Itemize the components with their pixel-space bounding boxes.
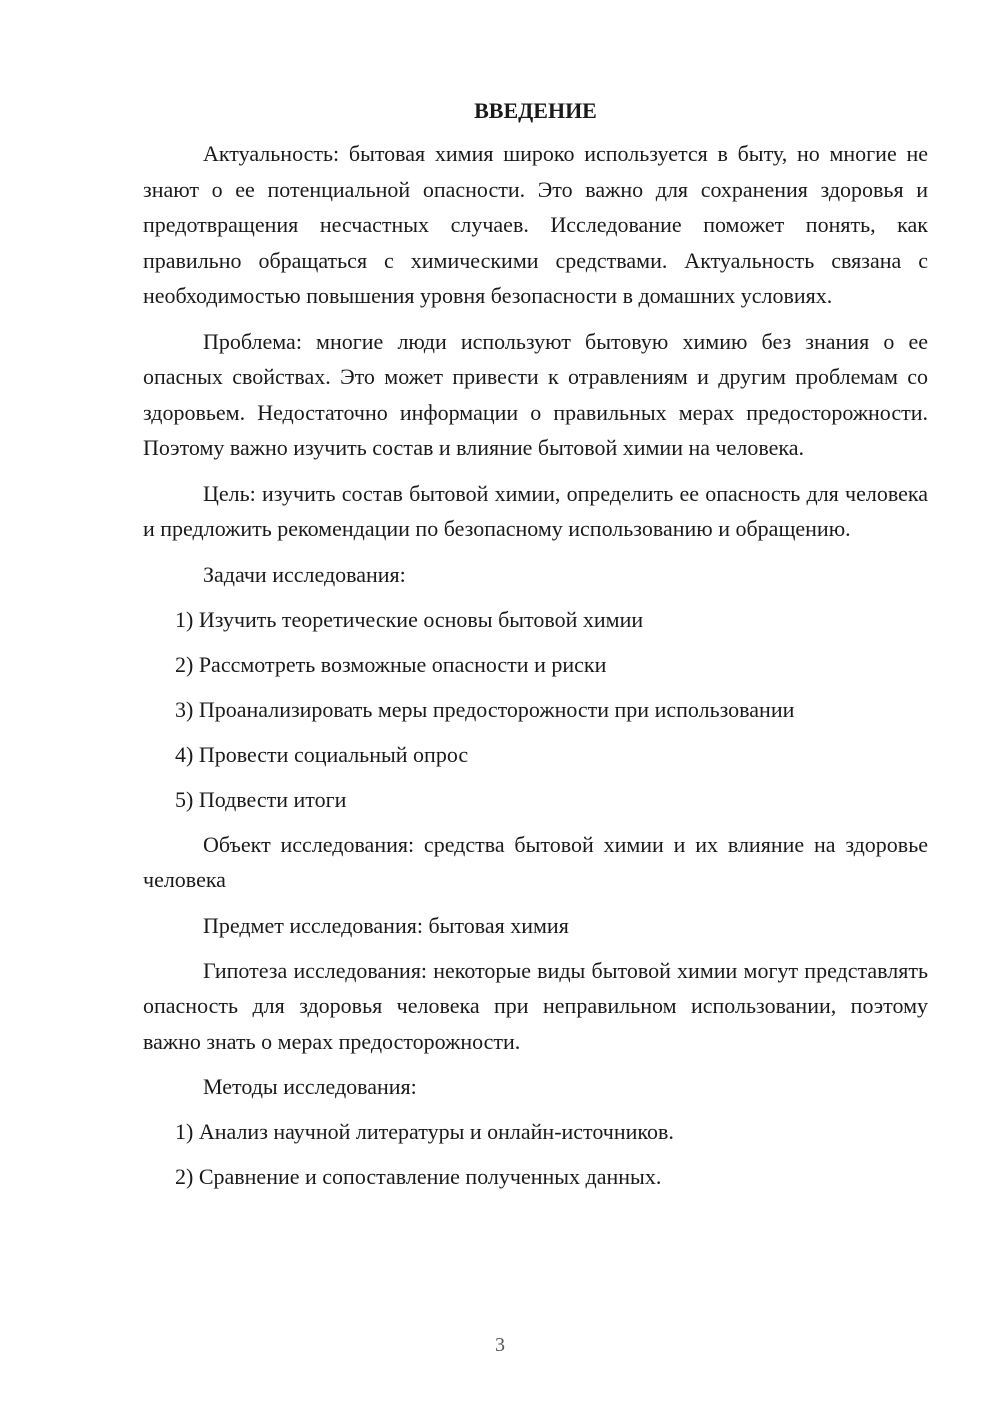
method-item: 2) Сравнение и сопоставление полученных данных. <box>175 1164 662 1189</box>
document-page <box>143 96 928 1204</box>
task-item: 2) Рассмотреть возможные опасности и риски <box>175 651 607 677</box>
subject-paragraph: Предмет исследования: бытовая химия <box>203 912 569 938</box>
problem-paragraph: Проблема: многие люди используют бытовую химию без знания о ее опасных свойствах. Это может привести к отравлениям и другим проблемам со здоровьем. Недостаточно информации о правильных мерах предосторожности. Поэтому важно изучить состав и влияние бытовой химии на человека. <box>143 328 928 460</box>
object-paragraph: Объект исследования: средства бытовой химии и их влияние на здоровье человека <box>143 831 928 892</box>
relevance-paragraph: Актуальность: бытовая химия широко используется в быту, но многие не знают о ее потенциальной опасности. Это важно для сохранения здоровья и предотвращения несчастных случаев. Исследование поможет понять, как правильно обращаться с химическими средствами. Актуальность связана с необходимостью повышения уровня безопасности в домашних условиях. <box>143 141 928 308</box>
tasks-heading: Задачи исследования: <box>203 561 406 587</box>
task-item: 4) Провести социальный опрос <box>175 741 469 767</box>
hypothesis-paragraph: Гипотеза исследования: некоторые виды бытовой химии могут представлять опасность для здоровья человека при неправильном использовании, поэтому важно знать о мерах предосторожности. <box>143 957 928 1054</box>
goal-paragraph: Цель: изучить состав бытовой химии, определить ее опасность для человека и предложить рекомендации по безопасному использованию и обращению. <box>143 480 928 541</box>
task-item: 5) Подвести итоги <box>175 786 347 812</box>
section-title: ВВЕДЕНИЕ <box>474 98 597 123</box>
page-number: 3 <box>495 1334 505 1356</box>
task-item: 1) Изучить теоретические основы бытовой химии <box>175 606 644 632</box>
task-item: 3) Проанализировать меры предосторожности при использовании <box>175 696 795 722</box>
methods-heading: Методы исследования: <box>203 1074 417 1099</box>
method-item: 1) Анализ научной литературы и онлайн-источников. <box>175 1119 674 1144</box>
